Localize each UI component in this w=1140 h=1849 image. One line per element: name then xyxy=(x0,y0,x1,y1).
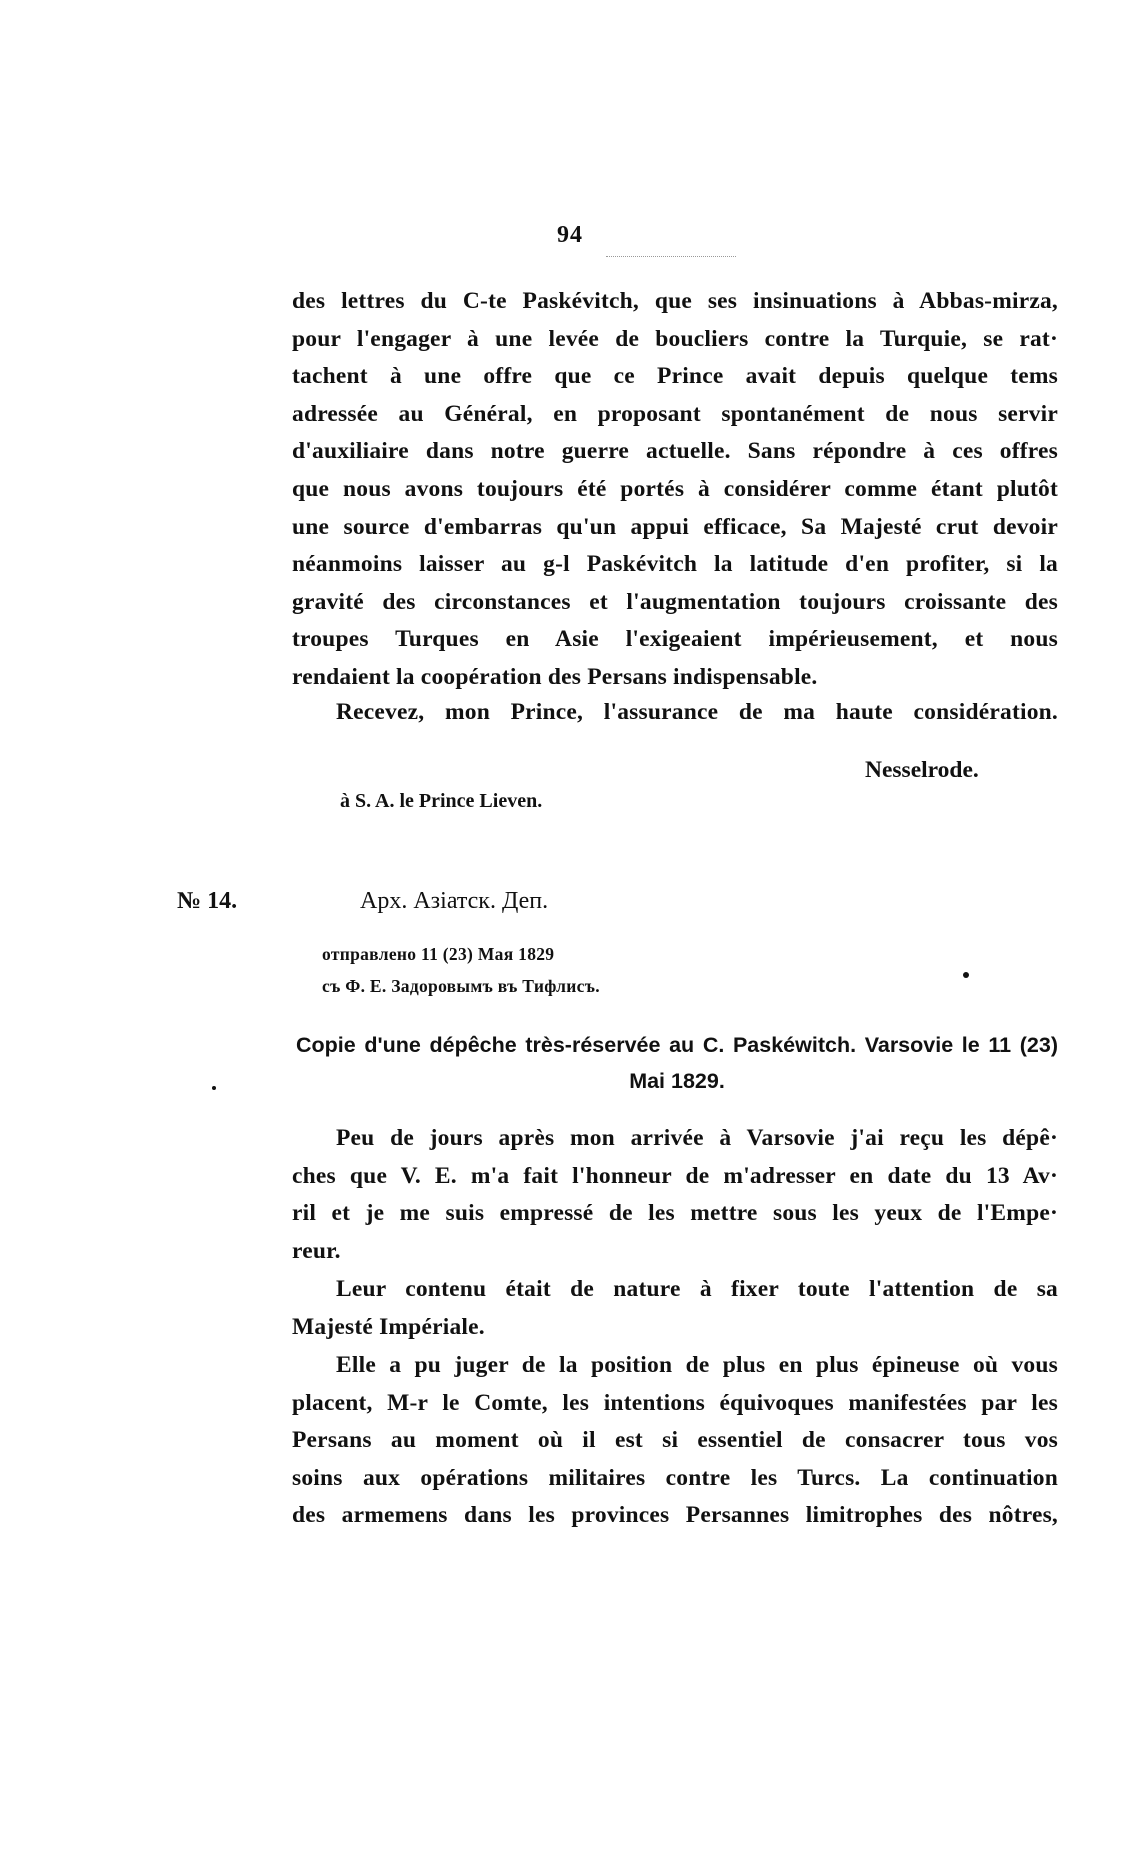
text-line: ches que V. E. m'a fait l'honneur de m'adresser en date du 13 Av· xyxy=(292,1162,1058,1189)
text-line: troupes Turques en Asie l'exigeaient impérieusement, et nous xyxy=(292,626,1058,653)
closing-formula: Recevez, mon Prince, l'assurance de ma haute considération. xyxy=(336,699,1058,725)
dispatch-note-line: отправлено 11 (23) Мая 1829 xyxy=(322,944,555,964)
text-line: Leur contenu était de nature à fixer toute l'attention de sa xyxy=(336,1276,1058,1302)
text-line: Elle a pu juger de la position de plus en plus épineuse où vous xyxy=(336,1352,1058,1378)
heading-line: Copie d'une dépêche très-réservée au C. Paskéwitch. Varsovie le 11 (23) xyxy=(296,1033,1058,1057)
text-line: gravité des circonstances et l'augmentation toujours croissante des xyxy=(292,588,1058,615)
dispatch-note-line: съ Ф. Е. Задоровымъ въ Тифлисъ. xyxy=(322,976,600,996)
paragraph-4 xyxy=(292,1347,1058,1535)
signature: Nesselrode. xyxy=(865,757,979,783)
paragraph-1 xyxy=(292,283,1058,697)
paragraph-2 xyxy=(292,1120,1058,1270)
document-number: № 14. xyxy=(177,888,238,914)
text-line: ril et je me suis empressé de les mettre sous les yeux de l'Empe· xyxy=(292,1200,1058,1227)
dispatch-heading xyxy=(296,1027,1058,1099)
text-line: des armemens dans les provinces Persannes limitrophes des nôtres, xyxy=(292,1502,1058,1529)
page-number: 94 xyxy=(557,222,583,248)
heading-line: Mai 1829. xyxy=(629,1069,725,1093)
text-line: tachent à une offre que ce Prince avait depuis quelque tems xyxy=(292,363,1058,390)
ink-speck xyxy=(963,972,969,978)
page-number-rule xyxy=(606,256,736,257)
text-line: Persans au moment où il est si essentiel de consacrer tous vos xyxy=(292,1427,1058,1454)
text-line: Peu de jours après mon arrivée à Varsovie j'ai reçu les dépê· xyxy=(336,1125,1058,1151)
text-line: placent, M-r le Comte, les intentions équivoques manifestées par les xyxy=(292,1389,1058,1416)
text-line: des lettres du C-te Paskévitch, que ses insinuations à Abbas-mirza, xyxy=(292,288,1058,314)
text-line: une source d'embarras qu'un appui efficace, Sa Majesté crut devoir xyxy=(292,513,1058,540)
text-line: d'auxiliaire dans notre guerre actuelle. Sans répondre à ces offres xyxy=(292,438,1058,465)
text-line: Majesté Impériale. xyxy=(292,1313,485,1340)
text-line: reur. xyxy=(292,1237,341,1264)
text-line: adressée au Général, en proposant spontanément de nous servir xyxy=(292,400,1058,427)
text-line: que nous avons toujours été portés à considérer comme étant plutôt xyxy=(292,475,1058,502)
text-line: rendaient la coopération des Persans indispensable. xyxy=(292,663,818,690)
text-line: pour l'engager à une levée de boucliers contre la Turquie, se rat· xyxy=(292,325,1058,352)
archive-reference: Арх. Азiатск. Деп. xyxy=(360,888,549,914)
ink-speck xyxy=(212,1086,216,1090)
text-line: soins aux opérations militaires contre les Turcs. La continuation xyxy=(292,1464,1058,1491)
text-line: néanmoins laisser au g-l Paskévitch la latitude d'en profiter, si la xyxy=(292,551,1058,578)
addressee: à S. A. le Prince Lieven. xyxy=(340,790,543,812)
paragraph-3 xyxy=(292,1271,1058,1346)
